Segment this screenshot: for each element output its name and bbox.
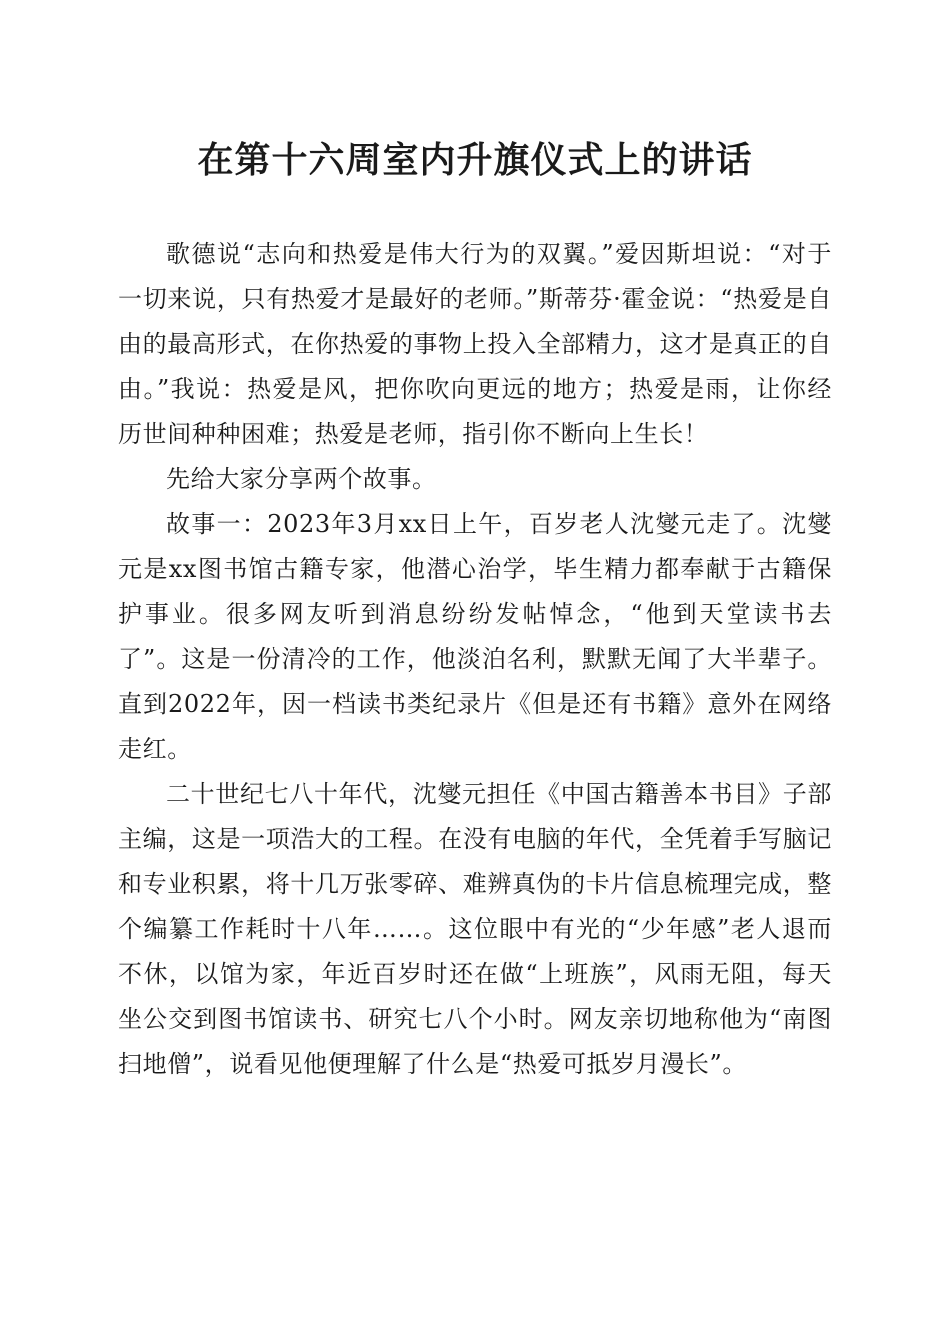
paragraph-story-one: 故事一：2023年3月xx日上午，百岁老人沈燮元走了。沈燮元是xx图书馆古籍专家，他潜心治学，毕生精力都奉献于古籍保护事业。很多网友听到消息纷纷发帖悼念，“他到天堂读书去了”。这是一份清冷的工作，他淡泊名利，默默无闻了大半辈子。直到2022年，因一档读书类纪录片《但是还有书籍》意外在网络走红。: [118, 510, 832, 763]
document-body: [118, 232, 832, 1087]
document-title: 在第十六周室内升旗仪式上的讲话: [197, 139, 753, 181]
paragraph-intro: 先给大家分享两个故事。: [166, 465, 437, 493]
paragraph-story-one-continued: 二十世纪七八十年代，沈燮元担任《中国古籍善本书目》子部主编，这是一项浩大的工程。在没有电脑的年代，全凭着手写脑记和专业积累，将十几万张零碎、难辨真伪的卡片信息梳理完成，整个编纂工作耗时十八年……。这位眼中有光的“少年感”老人退而不休，以馆为家，年近百岁时还在做“上班族”，风雨无阻，每天坐公交到图书馆读书、研究七八个小时。网友亲切地称他为“南图扫地僧”，说看见他便理解了什么是“热爱可抵岁月漫长”。: [118, 780, 832, 1078]
paragraph-quotes: 歌德说“志向和热爱是伟大行为的双翼。”爱因斯坦说：“对于一切来说，只有热爱才是最好的老师。”斯蒂芬·霍金说：“热爱是自由的最高形式，在你热爱的事物上投入全部精力，这才是真正的自由。”我说：热爱是风，把你吹向更远的地方；热爱是雨，让你经历世间种种困难；热爱是老师，指引你不断向上生长！: [118, 240, 832, 448]
